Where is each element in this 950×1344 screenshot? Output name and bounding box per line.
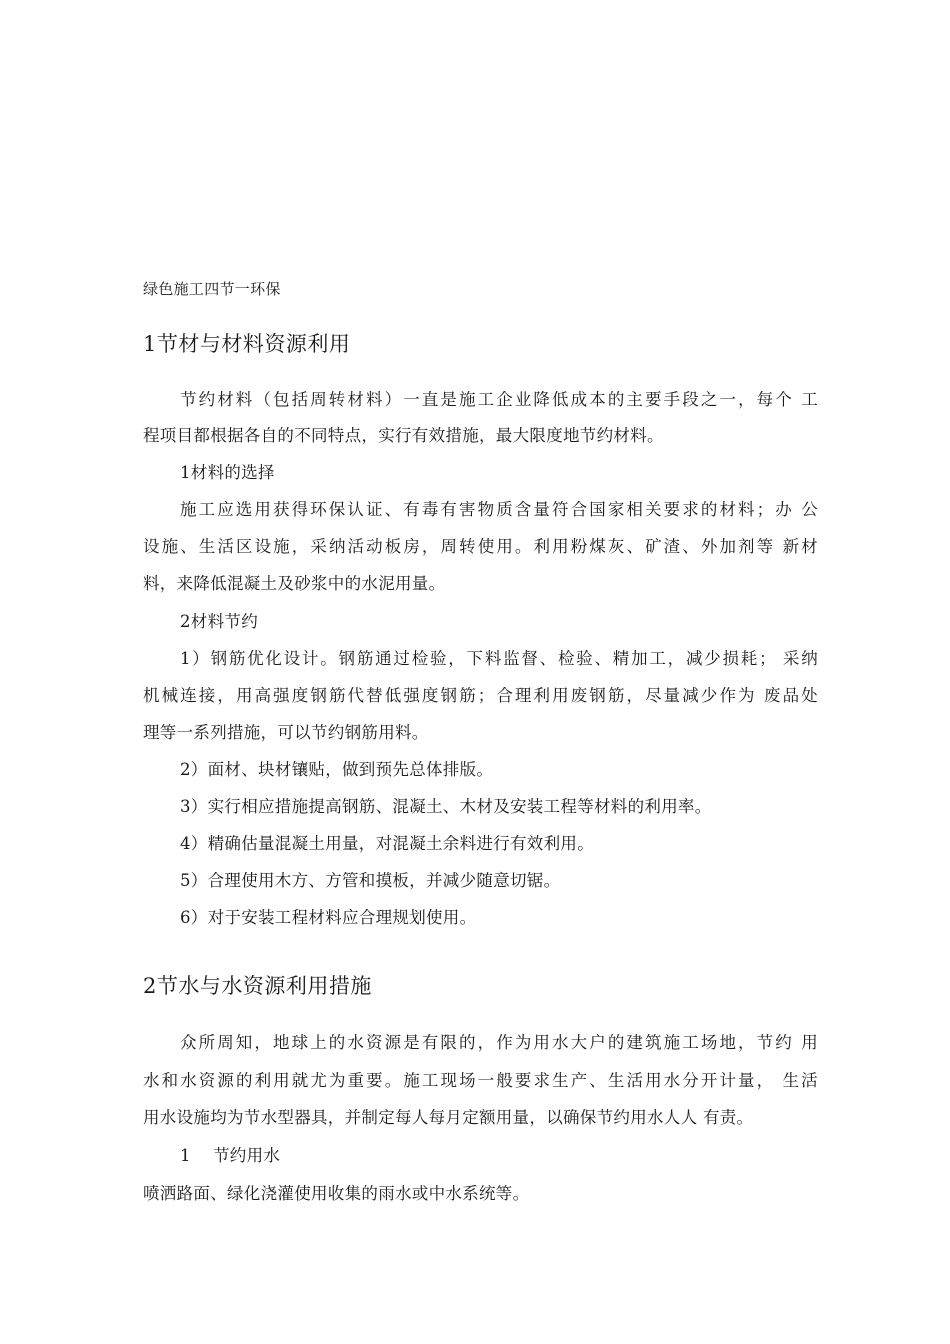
document-title: 绿色施工四节一环保: [143, 280, 281, 298]
section-2-intro-line-1: 众所周知，地球上的水资源是有限的，作为用水大户的建筑施工场地，节约 用: [180, 1033, 818, 1052]
section-1-intro-line-2: 程项目都根据各自的不同特点，实行有效措施，最大限度地节约材料。: [143, 426, 664, 445]
item-4: 4）精确估量混凝土用量，对混凝土余料进行有效利用。: [180, 834, 594, 853]
subsection-1-1-line-3: 料，来降低混凝土及砂浆中的水泥用量。: [143, 574, 446, 593]
subsection-1-1-title: 1材料的选择: [180, 463, 275, 482]
item-1-line-2: 机械连接，用高强度钢筋代替低强度钢筋；合理利用废钢筋，尽量减少作为 废品处: [143, 686, 818, 705]
section-2-intro-line-3: 用水设施均为节水型器具，并制定每人每月定额用量，以确保节约用水人人 有责。: [143, 1108, 754, 1127]
item-1-line-3: 理等一系列措施，可以节约钢筋用料。: [143, 723, 429, 742]
section-1-heading: 1节材与材料资源利用: [143, 332, 351, 356]
item-5: 5）合理使用木方、方管和摸板，并减少随意切锯。: [180, 871, 561, 890]
item-2: 2）面材、块材镶贴，做到预先总体排版。: [180, 760, 494, 779]
item-6: 6）对于安装工程材料应合理规划使用。: [180, 908, 477, 927]
subsection-2-1-title: 1 节约用水: [180, 1146, 281, 1165]
section-2-heading: 2节水与水资源利用措施: [143, 974, 372, 998]
item-1-line-1: 1）钢筋优化设计。钢筋通过检验，下料监督、检验、精加工，减少损耗； 采纳: [180, 649, 818, 668]
section-1-intro-line-1: 节约材料（包括周转材料）一直是施工企业降低成本的主要手段之一，每个 工: [180, 390, 818, 409]
subsection-1-1-line-1: 施工应选用获得环保认证、有毒有害物质含量符合国家相关要求的材料；办 公: [180, 500, 818, 519]
item-3: 3）实行相应措施提高钢筋、混凝土、木材及安装工程等材料的利用率。: [180, 797, 712, 816]
subsection-2-1-line-1: 喷洒路面、绿化浇灌使用收集的雨水或中水系统等。: [143, 1184, 530, 1203]
section-2-intro-line-2: 水和水资源的利用就尤为重要。施工现场一般要求生产、生活用水分开计量， 生活: [143, 1071, 818, 1090]
subsection-1-1-line-2: 设施、生活区设施，采纳活动板房，周转使用。利用粉煤灰、矿渣、外加剂等 新材: [143, 537, 818, 556]
subsection-1-2-title: 2材料节约: [180, 612, 258, 631]
